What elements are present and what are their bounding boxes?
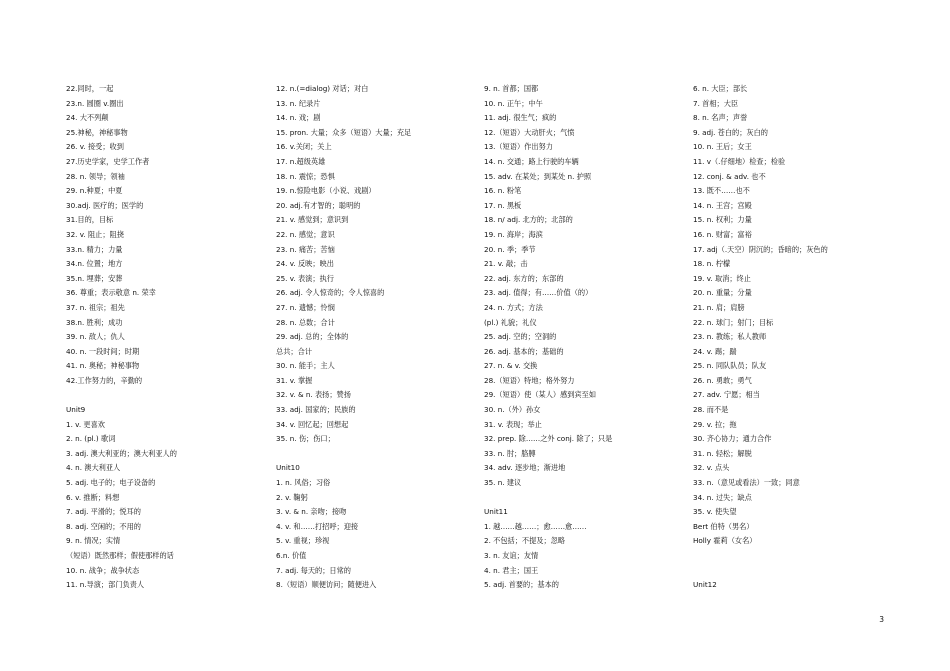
vocab-entry: 8. n. 名声；声誉 [693,113,748,123]
column-2 [276,82,476,593]
vocab-entry: 24. n. 方式；方法 [484,302,543,312]
vocab-entry: 24. v. 反映；映出 [276,259,334,269]
vocab-entry: Holly 霍莉（女名） [693,536,757,546]
vocab-entry: 10. n. 战争；战争状态 [66,565,140,575]
vocab-entry: 26. adj. 令人惊奇的；令人惊喜的 [276,288,385,298]
vocab-entry: 19. v. 取消；终止 [693,273,751,283]
blank-line [484,491,684,506]
vocab-entry: 20. n. 重量；分量 [693,288,752,298]
vocab-entry: 15. pron. 大量；众多（短语）大量；充足 [276,127,412,137]
vocab-entry: 4. n. 澳大利亚人 [66,463,121,473]
vocab-entry: 32. v. 阻止；阻挠 [66,229,124,239]
vocab-entry: 9. n. 首都；国都 [484,84,539,93]
vocab-entry: 13. n. 纪录片 [276,98,321,108]
vocab-entry: 32. prep. 除……之外 conj. 除了；只是 [484,434,613,444]
vocab-entry: 28. 而不是 [693,405,729,415]
vocab-entry: 7. adj. 每天的；日常的 [276,565,351,575]
vocab-entry: 30. n.（外）孙女 [484,405,541,415]
vocab-entry: 16. n. 粉笔 [484,186,522,196]
vocab-entry: 30. n. 能手；主人 [276,361,335,371]
vocab-entry: 15. n. 权利；力量 [693,215,752,225]
vocab-entry: 23. n. 痛苦；苦恼 [276,244,335,254]
vocab-entry: 20. adj.有才智的；聪明的 [276,200,361,210]
vocab-entry: 19. n. 海岸；海滨 [484,229,543,239]
vocab-entry: 17. adj（.天空）阴沉的；昏暗的；灰色的 [693,244,828,254]
vocab-entry: 30. 齐心协力；通力合作 [693,434,772,444]
vocab-entry: 26. n. 勇敢；勇气 [693,375,752,385]
vocab-entry: 28.（短语）特地；格外努力 [484,375,575,385]
vocab-entry: 42.工作努力的，辛勤的 [66,375,143,385]
vocab-entry: 8. adj. 空闲的；不用的 [66,521,141,531]
vocab-entry: 30.adj. 医疗的；医学的 [66,200,144,210]
vocab-entry: 36. 尊重；表示敬意 n. 荣幸 [66,288,156,298]
vocab-entry: 1. 越……越……；愈……愈…… [484,521,587,531]
vocab-entry: 27. n. & v. 交换 [484,361,538,371]
vocab-entry: 34. n. 过失；缺点 [693,492,752,502]
vocab-entry: 31. v. 掌握 [276,375,313,385]
vocab-entry: 38.n. 胜利；成功 [66,317,123,327]
column-3 [484,82,684,593]
vocab-entry: 37. n. 祖宗；祖先 [66,302,125,312]
vocab-entry: 1. v. 更喜欢 [66,419,105,429]
vocab-entry: 33. n. 肘；胳膊 [484,448,536,458]
vocab-entry: 18. n. 震惊；恐惧 [276,171,335,181]
vocab-entry: 15. adv. 在某处；到某处 n. 护照 [484,171,592,181]
vocab-entry: 33.n. 精力；力量 [66,244,123,254]
vocab-entry: 6. n. 大臣；部长 [693,84,748,93]
vocab-entry: 33. n.（意见或看法）一致；同意 [693,478,800,488]
vocab-entry: 11. v（.仔细地）检查；检验 [693,156,786,166]
vocab-entry: 25. n. 同队队员；队友 [693,361,767,371]
vocab-entry: 23.n. 圆圈 v.圈出 [66,98,124,108]
vocab-entry: 29. v. 拉；拖 [693,419,737,429]
vocab-entry: 14. n. 戏；剧 [276,113,321,123]
vocab-entry: 25. adj. 空的；空洞的 [484,332,557,342]
vocab-entry: 18. n. 柠檬 [693,259,731,269]
vocab-entry: 12. n.(=dialog) 对话；对白 [276,84,369,93]
vocab-entry: 17. n. 黑板 [484,200,522,210]
vocab-entry: 34.n. 位置；地方 [66,259,123,269]
vocab-entry: 31. v. 表现；举止 [484,419,542,429]
vocab-entry: 39. n. 敌人；仇人 [66,332,125,342]
vocab-entry: 29. n.种夏；中夏 [66,186,123,196]
vocab-entry: 7. adj. 平滑的；悦耳的 [66,507,141,517]
vocab-entry: 18. n/ adj. 北方的；北部的 [484,215,573,225]
vocab-entry: 12. conj. & adv. 也不 [693,171,766,181]
vocab-entry: 40. n. 一段时间；时期 [66,346,140,356]
vocab-entry: 27.历史学家，史学工作者 [66,156,150,166]
vocab-entry: 7. 首相；大臣 [693,98,739,108]
vocab-entry: 32. v. & n. 表扬；赞扬 [276,390,351,400]
vocab-entry: 21. v. 敲；击 [484,259,528,269]
vocab-entry: 2. v. 鞠躬 [276,492,308,502]
vocab-entry: 13.（短语）作出努力 [484,142,553,152]
column-4 [693,82,893,593]
vocab-entry: 17. n.超级英雄 [276,156,326,166]
vocab-entry: 13. 既不……也不 [693,186,750,196]
vocab-entry: 34. v. 回忆起；回想起 [276,419,349,429]
vocab-entry: 31. n. 轻松；解脱 [693,448,752,458]
vocab-entry: 35. v. 使失望 [693,507,737,517]
vocab-entry: 4. v. 和……打招呼；迎接 [276,521,359,531]
vocab-entry: 28. n. 总数；合计 [276,317,335,327]
vocab-entry: 32. v. 点头 [693,463,730,473]
vocab-entry: 10. n. 正午；中午 [484,98,543,108]
vocab-entry: 5. adj. 电子的；电子设备的 [66,478,156,488]
vocab-entry: 33. adj. 国家的；民族的 [276,405,356,415]
vocab-entry: 20. n. 季；季节 [484,244,536,254]
vocab-entry: 3. adj. 澳大利亚的；澳大利亚人的 [66,448,177,458]
vocab-entry: 35. n. 建议 [484,478,522,488]
blank-line [66,388,266,403]
vocab-entry: 24. v. 踢；踹 [693,346,737,356]
vocab-entry: 12.（短语）大动肝火；气愤 [484,127,575,137]
vocab-entry: 26. v. 接受；收到 [66,142,124,152]
vocab-entry: 14. n. 交通；路上行驶的车辆 [484,156,579,166]
vocab-entry: 16. n. 财富；富裕 [693,229,752,239]
unit-heading: Unit11 [484,507,508,517]
vocab-entry: 31.目的，目标 [66,215,114,225]
vocab-entry: 2. n. (pl.) 歌词 [66,434,116,444]
vocab-entry: 23. n. 教练；私人教师 [693,332,767,342]
vocab-entry: 6.n. 价值 [276,551,307,560]
vocab-entry: 10. n. 王后；女王 [693,142,752,152]
unit-heading: Unit12 [693,580,717,590]
vocab-entry: 3. v. & n. 亲吻；接吻 [276,507,347,517]
vocab-entry: 5. adj. 首要的；基本的 [484,580,559,590]
unit-heading: Unit10 [276,463,300,473]
vocab-entry: 27. n. 遗憾；怜悯 [276,302,335,312]
vocab-entry: 25.神秘，神秘事物 [66,127,128,137]
column-1 [66,82,266,593]
vocab-entry: 11. n.导演；部门负责人 [66,580,145,590]
vocab-entry: (pl.) 礼貌；礼仪 [484,317,537,327]
vocab-entry: 29.（短语）使（某人）感到宾至如 [484,390,597,400]
vocab-entry: 2. 不包括；不提及；忽略 [484,536,566,546]
blank-line [276,447,476,462]
vocab-entry: 21. n. 肩；肩膀 [693,302,745,312]
vocab-entry: 11. adj. 很生气；疯的 [484,113,557,123]
vocab-entry: 23. adj. 值得；有……价值（的） [484,288,593,298]
vocab-entry: 22. adj. 东方的；东部的 [484,273,564,283]
blank-line [693,564,893,579]
vocab-entry: 5. v. 重视；珍视 [276,536,330,546]
vocab-entry: 22. n. 感觉；意识 [276,229,335,239]
vocab-entry: 35.n. 埋葬；安葬 [66,273,123,283]
vocab-entry: 27. adv. 宁愿；相当 [693,390,760,400]
vocab-entry: 34. adv. 逐步地；渐进地 [484,463,566,473]
vocab-entry: 9. adj. 苍白的；灰白的 [693,127,768,137]
vocab-entry: 24. 大不列颠 [66,113,109,123]
blank-line [693,549,893,564]
vocab-entry: 21. v. 感觉到；意识到 [276,215,349,225]
vocab-entry: 29. adj. 总的；全体的 [276,332,349,342]
unit-heading: Unit9 [66,405,86,415]
vocab-entry: 4. n. 君主；国王 [484,565,539,575]
vocab-entry: 总共；合计 [276,346,312,356]
vocab-entry: 8.（短语）顺便访问；随便进入 [276,580,377,590]
vocab-entry: 26. adj. 基本的；基础的 [484,346,564,356]
vocab-entry: 3. n. 友谊；友情 [484,551,539,560]
vocab-entry: 22. n. 球门；射门；目标 [693,317,774,327]
vocab-entry: 41. n. 奥秘；神秘事物 [66,361,140,371]
vocab-entry: 35. n. 伤；伤口； [276,434,335,444]
vocab-entry: 6. v. 推断；料想 [66,492,120,502]
vocab-entry: 9. n. 情况；实情 [66,536,121,546]
vocab-entry: Bert 伯特（男名） [693,521,754,531]
vocab-entry: 16. v.关闭；关上 [276,142,332,152]
page-number: 3 [879,615,884,624]
vocab-entry: 28. n. 领导；领袖 [66,171,125,181]
vocab-entry: 22.同时，一起 [66,84,114,93]
vocab-entry: 14. n. 王宫；宫殿 [693,200,752,210]
vocab-entry: 25. v. 表演；执行 [276,273,334,283]
vocab-entry: 1. n. 风俗；习俗 [276,478,331,488]
vocab-entry: （短语）既然那样；假使那样的话 [66,551,174,560]
vocab-entry: 19. n.惊险电影（小说、戏剧） [276,186,376,196]
